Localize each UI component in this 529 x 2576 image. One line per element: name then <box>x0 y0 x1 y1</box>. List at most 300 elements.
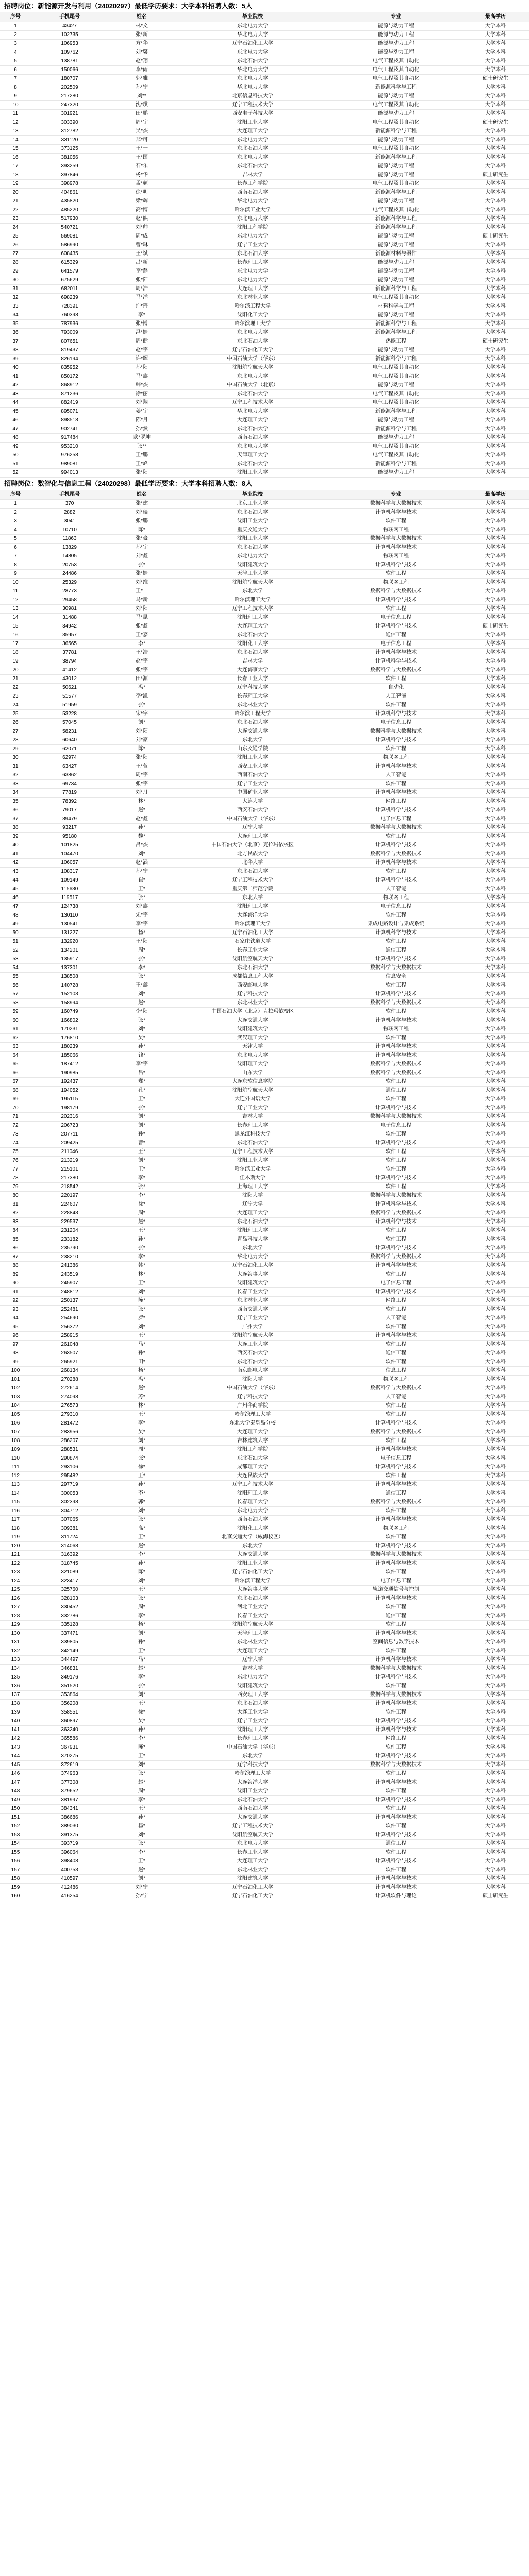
table-row <box>0 285 529 294</box>
table-cell: 通信工程 <box>330 631 462 640</box>
table-cell: 东北大学秦皇岛分校 <box>175 1419 330 1428</box>
table-cell: 能源与动力工程 <box>330 197 462 206</box>
table-cell: 118 <box>0 1524 31 1533</box>
table-cell: 15 <box>0 622 31 631</box>
table-cell: 东北石油大学 <box>175 544 330 552</box>
table-cell: 404861 <box>31 189 108 197</box>
table-cell: 89 <box>0 1270 31 1279</box>
table-cell: 张* <box>108 1104 175 1113</box>
table-cell: 计算机科学与技术 <box>330 1726 462 1735</box>
table-row <box>0 241 529 250</box>
table-cell: 辽宁工程技术大学 <box>175 1822 330 1831</box>
table-cell: 西南石油大学 <box>175 1805 330 1814</box>
table-cell: 102 <box>0 1384 31 1393</box>
table-cell: 能源与动力工程 <box>330 162 462 171</box>
table-cell: 435820 <box>31 197 108 206</box>
table-cell: 软件工程 <box>330 1603 462 1612</box>
table-row <box>0 1805 529 1814</box>
table-cell: 电气工程及其自动化 <box>330 57 462 66</box>
table-cell: 154 <box>0 1840 31 1849</box>
table-cell: 王*一 <box>108 587 175 596</box>
table-cell: 刘* <box>108 1122 175 1130</box>
table-cell: 47 <box>0 425 31 434</box>
table-cell: 李* <box>108 311 175 320</box>
table-cell: 大学本科 <box>462 1402 529 1411</box>
table-cell: 张* <box>108 1516 175 1524</box>
table-cell: 长春工业大学 <box>175 1849 330 1857</box>
table-cell: 软件工程 <box>330 1507 462 1516</box>
table-cell: 大学本科 <box>462 1174 529 1183</box>
table-cell: 软件工程 <box>330 605 462 614</box>
table-cell: 123 <box>0 1568 31 1577</box>
table-cell: 电气工程及其自动化 <box>330 390 462 399</box>
table-cell: 145 <box>0 1761 31 1770</box>
table-row <box>0 1840 529 1849</box>
table-cell: 辽宁大学 <box>175 1656 330 1665</box>
table-cell: 66 <box>0 1069 31 1078</box>
table-cell: 180707 <box>31 75 108 83</box>
table-cell: 868912 <box>31 381 108 390</box>
table-cell: 大连交通大学 <box>175 727 330 736</box>
table-cell: 大学本科 <box>462 1078 529 1087</box>
table-cell: 21 <box>0 197 31 206</box>
table-cell: 150 <box>0 1805 31 1814</box>
table-cell: 374963 <box>31 1770 108 1778</box>
table-row <box>0 434 529 443</box>
table-cell: 307065 <box>31 1516 108 1524</box>
table-cell: 软件工程 <box>330 1402 462 1411</box>
table-cell: 101825 <box>31 841 108 850</box>
table-cell: 李*雨 <box>108 66 175 75</box>
table-cell: 软件工程 <box>330 1568 462 1577</box>
table-cell: 沈阳工程学院 <box>175 224 330 232</box>
table-cell: 王*峰 <box>108 460 175 469</box>
table-cell: 沈阳理工大学 <box>175 1227 330 1235</box>
table-cell: 大学本科 <box>462 1087 529 1095</box>
table-cell: 79 <box>0 1183 31 1192</box>
table-cell: 刘* <box>108 1875 175 1884</box>
table-cell: 王* <box>108 1857 175 1866</box>
table-cell: 5 <box>0 57 31 66</box>
table-cell: 大学本科 <box>462 911 529 920</box>
table-cell: 西南石油大学 <box>175 771 330 780</box>
table-cell: 沈阳工业大学 <box>175 469 330 478</box>
table-row <box>0 1183 529 1192</box>
table-cell: 通信工程 <box>330 1489 462 1498</box>
table-cell: 321089 <box>31 1568 108 1577</box>
table-row <box>0 579 529 587</box>
table-cell: 赵*翔 <box>108 57 175 66</box>
table-cell: 58231 <box>31 727 108 736</box>
table-cell: 大学本科 <box>462 1630 529 1638</box>
table-row <box>0 999 529 1008</box>
table-cell: 大学本科 <box>462 329 529 337</box>
table-row <box>0 833 529 841</box>
table-row <box>0 526 529 535</box>
table-row <box>0 876 529 885</box>
table-cell: 119517 <box>31 894 108 903</box>
table-row <box>0 1796 529 1805</box>
table-row <box>0 1787 529 1796</box>
table-row <box>0 1218 529 1227</box>
table-row <box>0 719 529 727</box>
table-row <box>0 1349 529 1358</box>
table-cell: 集成电路设计与集成系统 <box>330 920 462 929</box>
table-cell: 大学本科 <box>462 206 529 215</box>
table-cell: 大学本科 <box>462 1332 529 1341</box>
table-cell: 29 <box>0 745 31 754</box>
table-cell: 26 <box>0 241 31 250</box>
table-cell: 软件工程 <box>330 1270 462 1279</box>
table-cell: 哈尔滨工程大学 <box>175 710 330 719</box>
table-row <box>0 789 529 798</box>
table-cell: 软件工程 <box>330 938 462 946</box>
table-cell: 硕士研究生 <box>462 337 529 346</box>
table-cell: 大连东软信息学院 <box>175 1078 330 1087</box>
table-cell: 软件工程 <box>330 1787 462 1796</box>
table-cell: 自动化 <box>330 684 462 692</box>
table-cell: 大学本科 <box>462 425 529 434</box>
table-cell: 软件工程 <box>330 1306 462 1314</box>
table-cell: 热能工程 <box>330 337 462 346</box>
table-cell: 沈*琪 <box>108 101 175 110</box>
table-cell: 159 <box>0 1884 31 1892</box>
table-cell: 大学本科 <box>462 92 529 101</box>
table-cell: 李* <box>108 1735 175 1743</box>
table-cell: 215101 <box>31 1165 108 1174</box>
table-cell: 大学本科 <box>462 1288 529 1297</box>
table-row <box>0 1630 529 1638</box>
table-cell: 91 <box>0 1288 31 1297</box>
table-cell: 198179 <box>31 1104 108 1113</box>
table-cell: 235790 <box>31 1244 108 1253</box>
table-cell: 辽宁工业大学 <box>175 241 330 250</box>
table-cell: 周*健 <box>108 337 175 346</box>
table-cell: 东北林业大学 <box>175 1297 330 1306</box>
table-cell: 数据科学与大数据技术 <box>330 535 462 544</box>
table-cell: 电气工程及其自动化 <box>330 206 462 215</box>
table-cell: 吴*杰 <box>108 127 175 136</box>
table-cell: 计算机科学与技术 <box>330 1656 462 1665</box>
table-cell: 大学本科 <box>462 1708 529 1717</box>
table-cell: 物联网工程 <box>330 754 462 762</box>
table-cell: 大学本科 <box>462 1673 529 1682</box>
table-row <box>0 614 529 622</box>
table-cell: 370 <box>31 500 108 509</box>
table-cell: 28773 <box>31 587 108 596</box>
table-row <box>0 250 529 259</box>
table-cell: 王* <box>108 1752 175 1761</box>
table-row <box>0 1831 529 1840</box>
table-cell: 大学本科 <box>462 1235 529 1244</box>
table-cell: 大学本科 <box>462 1656 529 1665</box>
table-cell: 徐* <box>108 1463 175 1472</box>
table-cell: 计算机科学与技术 <box>330 1244 462 1253</box>
table-cell: 刘*月 <box>108 789 175 798</box>
table-cell: 新能源科学与工程 <box>330 224 462 232</box>
table-cell: 东北石油大学 <box>175 145 330 154</box>
table-cell: 西南石油大学 <box>175 1516 330 1524</box>
table-row <box>0 154 529 162</box>
table-cell: 大学本科 <box>462 762 529 771</box>
table-cell: 东北石油大学 <box>175 1454 330 1463</box>
table-cell: 软件工程 <box>330 1849 462 1857</box>
table-cell: 44 <box>0 876 31 885</box>
table-row <box>0 666 529 675</box>
table-row <box>0 1621 529 1630</box>
table-cell: 202316 <box>31 1113 108 1122</box>
table-cell: 辽宁工程技术大学 <box>175 605 330 614</box>
table-cell: 人工智能 <box>330 1393 462 1402</box>
table-cell: 115630 <box>31 885 108 894</box>
table-cell: 大学本科 <box>462 1665 529 1673</box>
table-row <box>0 1402 529 1411</box>
results-table <box>0 12 529 478</box>
table-cell: 30981 <box>31 605 108 614</box>
table-cell: 数据科学与大数据技术 <box>330 964 462 973</box>
table-cell: 东北电力大学 <box>175 75 330 83</box>
results-table <box>0 490 529 1901</box>
table-row <box>0 1770 529 1778</box>
table-row <box>0 1735 529 1743</box>
table-cell: 计算机科学与技术 <box>330 1200 462 1209</box>
table-cell: 长春理工大学 <box>175 1122 330 1130</box>
table-cell: 295482 <box>31 1472 108 1481</box>
table-cell: 王* <box>108 1533 175 1542</box>
table-cell: 22 <box>0 684 31 692</box>
table-cell: 大学本科 <box>462 364 529 372</box>
table-cell: 数据科学与大数据技术 <box>330 727 462 736</box>
table-cell: 数据科学与大数据技术 <box>330 850 462 859</box>
table-cell: 641579 <box>31 267 108 276</box>
table-cell: 辽宁科技大学 <box>175 1761 330 1770</box>
table-row <box>0 197 529 206</box>
table-cell: 孙* <box>108 1481 175 1489</box>
table-row <box>0 171 529 180</box>
table-row <box>0 754 529 762</box>
table-cell: 软件工程 <box>330 1008 462 1016</box>
table-cell: 张* <box>108 1454 175 1463</box>
table-row <box>0 1279 529 1288</box>
table-cell: 49 <box>0 443 31 451</box>
table-cell: 37781 <box>31 649 108 657</box>
table-cell: 辽宁石油化工大学 <box>175 40 330 48</box>
table-cell: 大学本科 <box>462 710 529 719</box>
table-cell: 大学本科 <box>462 587 529 596</box>
table-cell: 孟*颜 <box>108 180 175 189</box>
table-cell: 大学本科 <box>462 1052 529 1060</box>
table-cell: 36565 <box>31 640 108 649</box>
table-cell: 10710 <box>31 526 108 535</box>
table-cell: 计算机科学与技术 <box>330 657 462 666</box>
table-cell: 113 <box>0 1481 31 1489</box>
table-cell: 137 <box>0 1691 31 1700</box>
table-cell: 物联网工程 <box>330 1376 462 1384</box>
table-cell: 243519 <box>31 1270 108 1279</box>
table-row <box>0 692 529 701</box>
table-cell: 李* <box>108 1849 175 1857</box>
table-row <box>0 110 529 118</box>
section-title: 招聘岗位：新能源开发与利用（24020297）最低学历要求：大学本科招聘人数：5人 <box>0 0 529 12</box>
table-cell: 332786 <box>31 1612 108 1621</box>
table-cell: 122 <box>0 1560 31 1568</box>
table-cell: 760398 <box>31 311 108 320</box>
table-cell: 58 <box>0 999 31 1008</box>
table-cell: 人工智能 <box>330 771 462 780</box>
table-cell: 138781 <box>31 57 108 66</box>
table-cell: 武汉理工大学 <box>175 1034 330 1043</box>
table-cell: 130110 <box>31 911 108 920</box>
table-cell: 大学本科 <box>462 640 529 649</box>
table-cell: 软件工程 <box>330 1157 462 1165</box>
table-cell: 325760 <box>31 1586 108 1595</box>
table-cell: 69 <box>0 1095 31 1104</box>
table-cell: 18 <box>0 649 31 657</box>
table-cell: 826194 <box>31 355 108 364</box>
table-row <box>0 1034 529 1043</box>
table-cell: 魏* <box>108 833 175 841</box>
table-cell: 108317 <box>31 868 108 876</box>
table-cell: 大学本科 <box>462 1279 529 1288</box>
table-row <box>0 1052 529 1060</box>
table-row <box>0 1603 529 1612</box>
table-cell: 通信工程 <box>330 1840 462 1849</box>
table-cell: 计算机科学与技术 <box>330 1831 462 1840</box>
table-cell: 计算机科学与技术 <box>330 1332 462 1341</box>
table-row <box>0 31 529 40</box>
table-cell: 大学本科 <box>462 101 529 110</box>
table-cell: 大学本科 <box>462 675 529 684</box>
table-cell: 45 <box>0 408 31 416</box>
table-cell: 欧*罗坤 <box>108 434 175 443</box>
table-cell: 26 <box>0 719 31 727</box>
table-cell: 大连理工大学 <box>175 416 330 425</box>
table-row <box>0 460 529 469</box>
table-row <box>0 1428 529 1437</box>
table-cell: 东北林业大学 <box>175 1866 330 1875</box>
table-cell: 157 <box>0 1866 31 1875</box>
table-cell: 大学本科 <box>462 1840 529 1849</box>
table-cell: 吕*杰 <box>108 841 175 850</box>
table-cell: 大学本科 <box>462 434 529 443</box>
table-cell: 270288 <box>31 1376 108 1384</box>
table-row <box>0 232 529 241</box>
table-row <box>0 408 529 416</box>
table-cell: 136 <box>0 1682 31 1691</box>
table-cell: 计算机科学与技术 <box>330 509 462 517</box>
table-row <box>0 224 529 232</box>
table-cell: 软件工程 <box>330 1621 462 1630</box>
table-cell: 51 <box>0 938 31 946</box>
table-row <box>0 762 529 771</box>
table-cell: 377308 <box>31 1778 108 1787</box>
table-cell: 王*浩 <box>108 649 175 657</box>
table-cell: 人工智能 <box>330 885 462 894</box>
table-cell: 大学本科 <box>462 1507 529 1516</box>
table-cell: 61 <box>0 1025 31 1034</box>
table-cell: 109 <box>0 1446 31 1454</box>
table-cell: 33 <box>0 780 31 789</box>
table-row <box>0 1367 529 1376</box>
column-header: 最高学历 <box>462 490 529 500</box>
table-cell: 134 <box>0 1665 31 1673</box>
table-cell: 刘*维 <box>108 579 175 587</box>
table-cell: 物联网工程 <box>330 552 462 561</box>
table-cell: 大学本科 <box>462 1069 529 1078</box>
table-cell: 50 <box>0 929 31 938</box>
table-cell: 大学本科 <box>462 1743 529 1752</box>
table-cell: 赵*鑫 <box>108 815 175 824</box>
table-cell: 大学本科 <box>462 798 529 806</box>
table-cell: 刘* <box>108 1691 175 1700</box>
table-cell: 重庆交通大学 <box>175 526 330 535</box>
table-cell: 沈阳航空航天大学 <box>175 1621 330 1630</box>
table-cell: 143 <box>0 1743 31 1752</box>
table-cell: 871236 <box>31 390 108 399</box>
table-cell: 大学本科 <box>462 1533 529 1542</box>
table-cell: 孙*宁 <box>108 868 175 876</box>
table-cell: 大连工业大学 <box>175 1341 330 1349</box>
table-cell: 西安石油大学 <box>175 1349 330 1358</box>
table-cell: 大学本科 <box>462 1472 529 1481</box>
table-cell: 大连理工大学 <box>175 833 330 841</box>
table-row <box>0 294 529 302</box>
table-cell: 60 <box>0 1016 31 1025</box>
table-cell: 哈尔滨理工大学 <box>175 596 330 605</box>
table-row <box>0 1419 529 1428</box>
table-cell: 176810 <box>31 1034 108 1043</box>
table-cell: 电气工程及其自动化 <box>330 180 462 189</box>
table-row <box>0 425 529 434</box>
table-cell: 大学本科 <box>462 1595 529 1603</box>
table-cell: 42 <box>0 859 31 868</box>
table-cell: 李*宇 <box>108 1060 175 1069</box>
table-cell: 软件工程 <box>330 1358 462 1367</box>
table-cell: 85 <box>0 1235 31 1244</box>
table-cell: 5 <box>0 535 31 544</box>
table-cell: 238210 <box>31 1253 108 1262</box>
table-cell: 大学本科 <box>462 1857 529 1866</box>
table-cell: 吕*新 <box>108 259 175 267</box>
table-cell: 计算机科学与技术 <box>330 1262 462 1270</box>
table-cell: 40 <box>0 364 31 372</box>
table-cell: 软件工程 <box>330 517 462 526</box>
table-row <box>0 1104 529 1113</box>
table-row <box>0 710 529 719</box>
table-row <box>0 399 529 408</box>
table-row <box>0 101 529 110</box>
table-cell: 220197 <box>31 1192 108 1200</box>
table-cell: 大学本科 <box>462 57 529 66</box>
table-cell: 李* <box>108 640 175 649</box>
table-row <box>0 1446 529 1454</box>
table-cell: 351520 <box>31 1682 108 1691</box>
table-cell: 367931 <box>31 1743 108 1752</box>
table-cell: 计算机科学与技术 <box>330 1875 462 1884</box>
table-cell: 中国石油大学（华东） <box>175 815 330 824</box>
table-cell: 大学本科 <box>462 1227 529 1235</box>
table-row <box>0 1752 529 1761</box>
table-cell: 马*洋 <box>108 294 175 302</box>
table-cell: 大学本科 <box>462 509 529 517</box>
table-cell: 刘* <box>108 1437 175 1446</box>
table-cell: 能源与动力工程 <box>330 276 462 285</box>
table-cell: 沈阳理工大学 <box>175 1489 330 1498</box>
table-cell: 沈阳航空航天大学 <box>175 364 330 372</box>
table-cell: 大学本科 <box>462 1849 529 1857</box>
table-cell: 计算机科学与技术 <box>330 1884 462 1892</box>
table-cell: 杨*华 <box>108 171 175 180</box>
